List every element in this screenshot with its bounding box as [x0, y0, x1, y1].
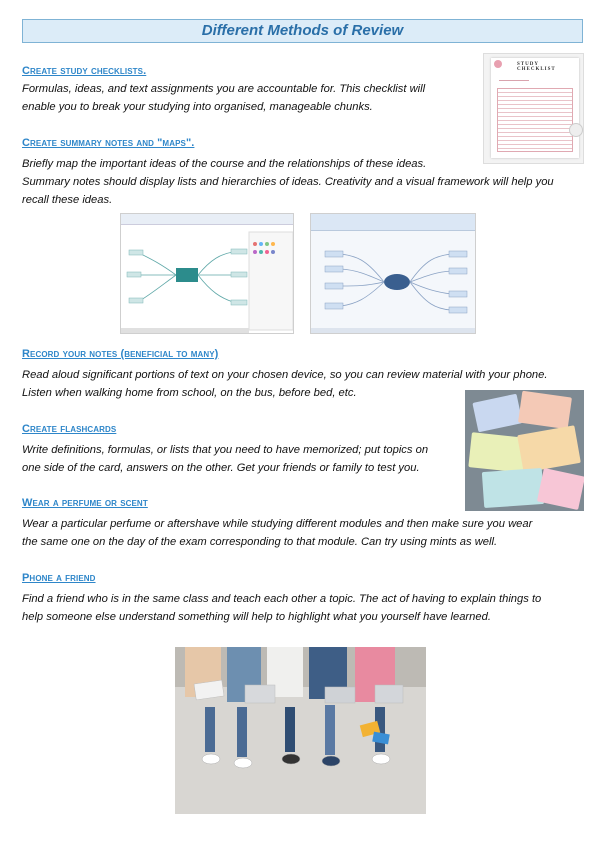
heading-flashcards: Create flashcards [22, 423, 117, 435]
heading-record-notes: Record your notes (beneficial to many) [22, 348, 219, 360]
record-notes-text: Read aloud significant portions of text on your chosen device, so you can review material with your phone. Listen when walking home from school, on the bus, before bed, etc. [22, 369, 548, 399]
flashcards-text: Write definitions, formulas, or lists that you need to have memorized; put topics on one side of the card, answers on the other. Get your friends or family to test you. [22, 444, 429, 474]
badge-icon [569, 123, 583, 137]
checklist-script-line [499, 72, 529, 81]
students-illustration [175, 647, 426, 814]
page-title: Different Methods of Review [201, 22, 404, 39]
flower-icon [494, 60, 502, 68]
mind-map-screenshot-1 [120, 213, 294, 334]
perfume-text: Wear a particular perfume or aftershave while studying different modules and then make sure you wear the same one on the day of the exam corresponding to that module. Can try using mints as well. [22, 518, 533, 548]
mind-map-diagram-2 [311, 214, 476, 334]
study-checklist-image [483, 53, 584, 164]
students-photo [175, 647, 426, 814]
heading-summary-notes: Create summary notes and "maps". [22, 137, 195, 149]
checklist-heading: STUDY CHECKLIST [517, 62, 556, 72]
page-title-box [22, 19, 583, 43]
heading-phone-friend: Phone a friend [22, 572, 96, 584]
study-checklists-text: Formulas, ideas, and text assignments you are accountable for. This checklist will enable you to break your studying into organised, manageable chunks. [22, 83, 426, 113]
heading-study-checklists: Create study checklists. [22, 65, 147, 77]
heading-perfume: Wear a perfume or scent [22, 497, 148, 509]
mind-map-diagram-1 [121, 214, 294, 334]
flashcards-photo [465, 390, 584, 511]
checklist-rows [497, 88, 573, 152]
summary-notes-text: Briefly map the important ideas of the course and the relationships of these ideas. Summary notes should display lists and hierarchies of ideas. Creativity and a visual framework will help you recall these ideas. [22, 158, 554, 206]
mind-map-screenshot-2 [310, 213, 476, 334]
phone-friend-text: Find a friend who is in the same class and teach each other a topic. The act of having to explain things to help someone else understand something will help to highlight what you yourself have learned. [22, 593, 542, 623]
